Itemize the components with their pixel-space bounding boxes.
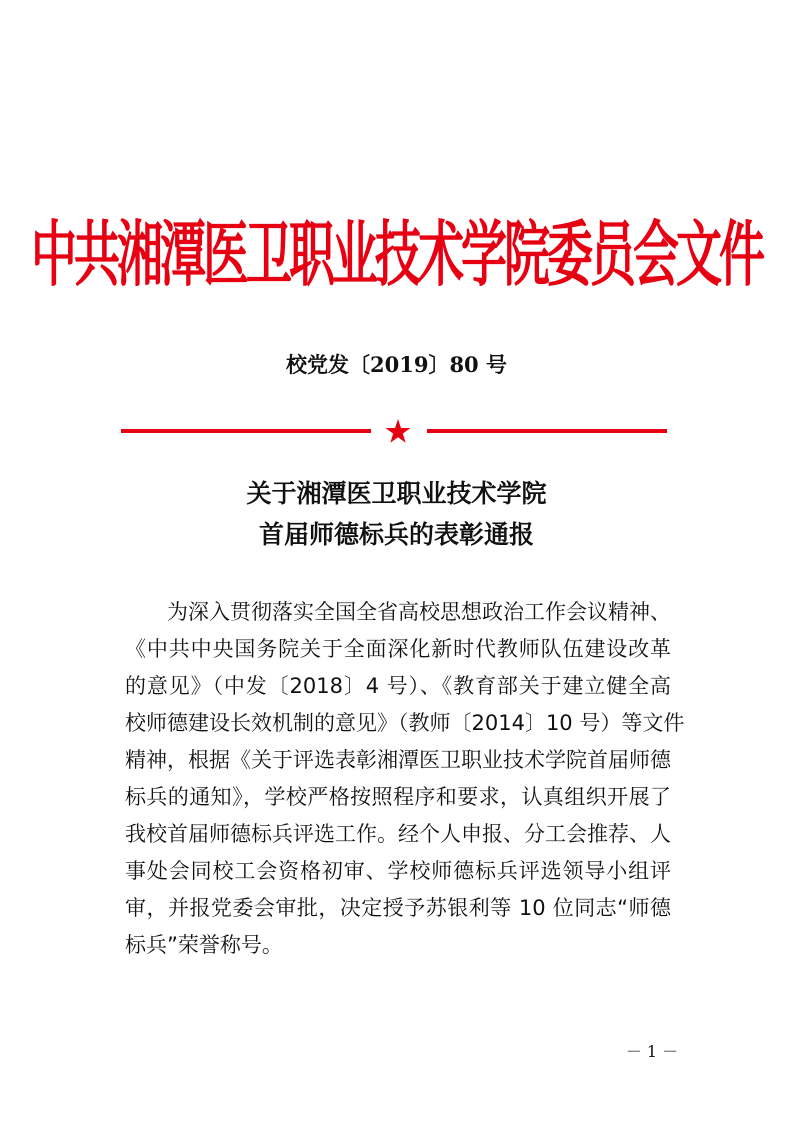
body-line: 标兵的通知》，学校严格按照程序和要求，认真组织开展了 <box>125 785 671 809</box>
red-divider-left <box>121 429 371 433</box>
notice-title-line-2: 首届师德标兵的表彰通报 <box>258 520 534 549</box>
body-line: 的意见》（中发〔2018〕4 号）、《教育部关于建立健全高 <box>125 674 671 698</box>
body-line: 标兵”荣誉称号。 <box>125 933 283 957</box>
body-line: 校师德建设长效机制的意见》（教师〔2014〕10 号）等文件 <box>125 711 685 735</box>
notice-title-line-1: 关于湘潭医卫职业技术学院 <box>246 479 547 508</box>
red-divider-right <box>427 429 667 433</box>
star-icon <box>385 418 411 444</box>
document-number: 校党发〔2019〕80 号 <box>286 352 507 377</box>
page-number: － 1 － <box>625 1042 679 1061</box>
masthead-title: 中共湘潭医卫职业技术学院委员会文件 <box>31 212 762 296</box>
body-line: 《中共中央国务院关于全面深化新时代教师队伍建设改革 <box>125 637 671 661</box>
body-line: 审，并报党委会审批，决定授予苏银利等 10 位同志“师德 <box>125 896 671 920</box>
body-line: 我校首届师德标兵评选工作。经个人申报、分工会推荐、人 <box>125 822 671 846</box>
star-shape <box>386 419 411 443</box>
body-line: 为深入贯彻落实全国全省高校思想政治工作会议精神、 <box>167 600 671 624</box>
body-line: 精神，根据《关于评选表彰湘潭医卫职业技术学院首届师德 <box>125 748 671 772</box>
body-line: 事处会同校工会资格初审、学校师德标兵评选领导小组评 <box>125 859 671 883</box>
